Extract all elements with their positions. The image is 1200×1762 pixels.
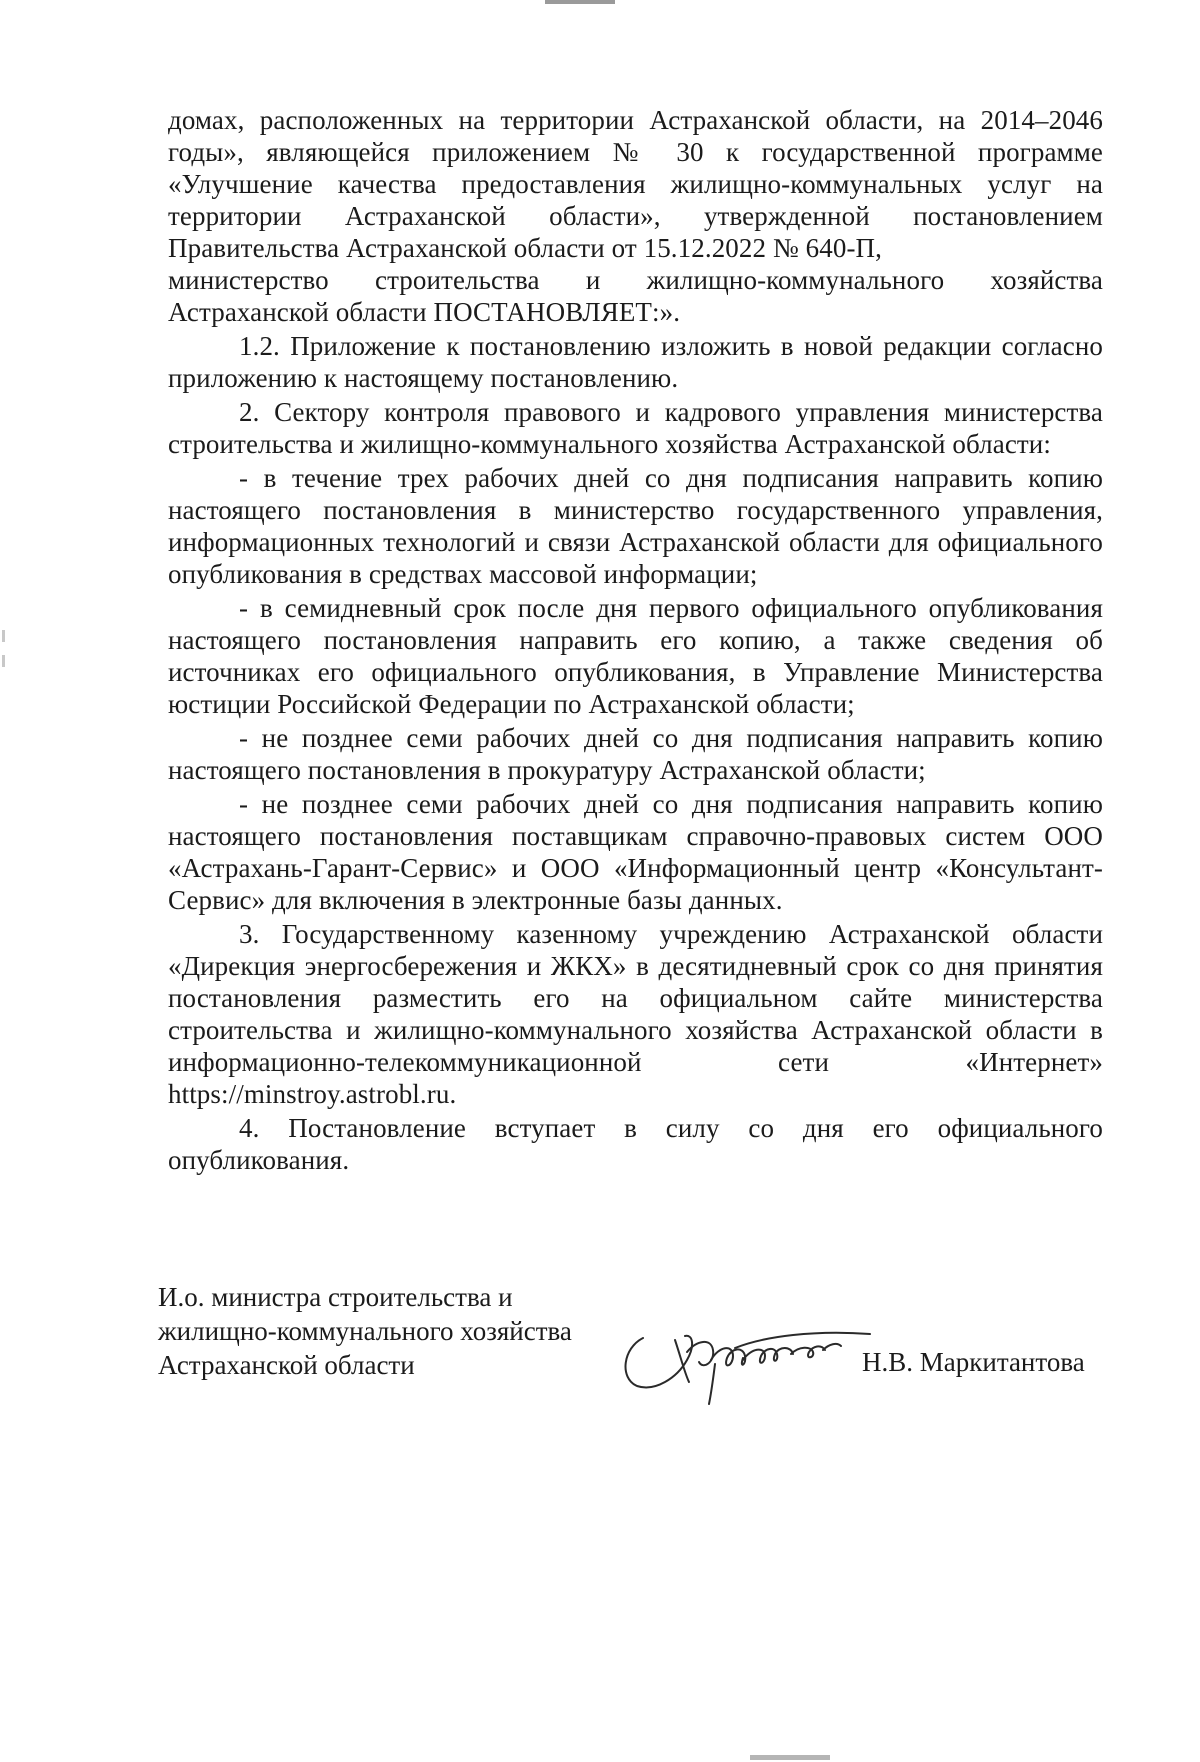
page-edge-mark [750, 1755, 830, 1760]
handwritten-signature [615, 1300, 885, 1410]
signatory-title [158, 1280, 618, 1382]
paragraph-item-2: 2. Сектору контроля правового и кадрового управления министерства строительства и жилищно-коммунального хозяйства Астраханской области: [168, 397, 1103, 459]
paragraph-subitem-justice: - в семидневный срок после дня первого официального опубликования настоящего постановления направить его копию, а также сведения об источниках его официального опубликования, в Управление Министерства юстиции Российской Федерации по Астраханской области; [168, 593, 1103, 719]
signatory-title-line: И.о. министра строительства и [158, 1282, 513, 1312]
scan-artifact [2, 655, 5, 667]
paragraph-continuation: домах, расположенных на территории Астраханской области, на 2014–2046 годы», являющейся приложением № 30 к государственной программе «Улучшение качества предоставления жилищно-коммунальных услуг на территории Астраханской области», утвержденной постановлением Правительства Астраханской области от 15.12.2022 № 640-П, [168, 105, 1103, 263]
paragraph-item-3: 3. Государственному казенному учреждению Астраханской области «Дирекция энергосбережения и ЖКХ» в десятидневный срок со дня принятия постановления разместить его на официальном сайте министерства строительства и жилищно-коммунального хозяйства Астраханской области в информационно-телекоммуникационной сети «Интернет» https://minstroy.astrobl.ru. [168, 919, 1103, 1109]
paragraph-item-1-2: 1.2. Приложение к постановлению изложить в новой редакции согласно приложению к настоящему постановлению. [168, 331, 1103, 393]
document-body [168, 104, 1103, 1176]
signatory-title-line: жилищно-коммунального хозяйства [158, 1316, 572, 1346]
page-edge-mark [545, 0, 615, 4]
paragraph-subitem-publication: - в течение трех рабочих дней со дня подписания направить копию настоящего постановления в министерство государственного управления, информационных технологий и связи Астраханской области для официального опубликования в средствах массовой информации; [168, 463, 1103, 589]
scan-artifact [2, 630, 5, 642]
paragraph-subitem-prosecutor: - не позднее семи рабочих дней со дня подписания направить копию настоящего постановления в прокуратуру Астраханской области; [168, 723, 1103, 785]
signatory-name: Н.В. Маркитантова [862, 1347, 1085, 1377]
paragraph-decree: министерство строительства и жилищно-коммунального хозяйства Астраханской области ПОСТАНОВЛЯЕТ:». [168, 265, 1103, 327]
paragraph-item-4: 4. Постановление вступает в силу со дня его официального опубликования. [168, 1113, 1103, 1175]
paragraph-subitem-legal-systems: - не позднее семи рабочих дней со дня подписания направить копию настоящего постановления поставщикам справочно-правовых систем ООО «Астрахань-Гарант-Сервис» и ООО «Информационный центр «Консультант-Сервис» для включения в электронные базы данных. [168, 789, 1103, 915]
signatory-title-line: Астраханской области [158, 1350, 415, 1380]
